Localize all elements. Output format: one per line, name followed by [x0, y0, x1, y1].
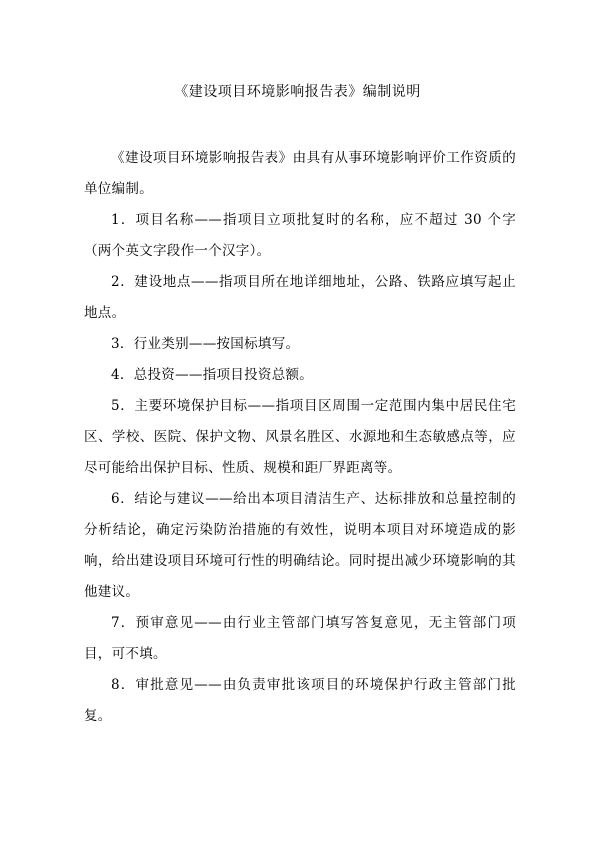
- paragraph-item-7: 7．预审意见——由行业主管部门填写答复意见，无主管部门项目，可不填。: [84, 615, 516, 662]
- paragraph-item-3: 3．行业类别——按国标填写。: [111, 336, 300, 352]
- paragraph-item-5: 5．主要环境保护目标——指项目区周围一定范围内集中居民住宅区、学校、医院、保护文物、风景名胜区、水源地和生态敏感点等，应尽可能给出保护目标、性质、规模和距厂界距离等。: [84, 398, 516, 476]
- paragraph-item-2: 2．建设地点——指项目所在地详细地址，公路、铁路应填写起止地点。: [84, 274, 516, 321]
- document-title: 《建设项目环境影响报告表》编制说明: [174, 84, 421, 100]
- paragraph-item-4: 4．总投资——指项目投资总额。: [111, 367, 314, 383]
- document-body: [84, 143, 516, 732]
- paragraph-item-6: 6．结论与建议——给出本项目清洁生产、达标排放和总量控制的分析结论，确定污染防治措施的有效性，说明本项目对环境造成的影响，给出建设项目环境可行性的明确结论。同时提出减少环境影响的其他建议。: [84, 491, 516, 600]
- paragraph-item-1: 1．项目名称——指项目立项批复时的名称，应不超过 30 个字（两个英文字段作一个汉字）。: [84, 212, 516, 259]
- paragraph-intro: 《建设项目环境影响报告表》由具有从事环境影响评价工作资质的单位编制。: [84, 150, 516, 197]
- paragraph-item-8: 8．审批意见——由负责审批该项目的环境保护行政主管部门批复。: [84, 677, 516, 724]
